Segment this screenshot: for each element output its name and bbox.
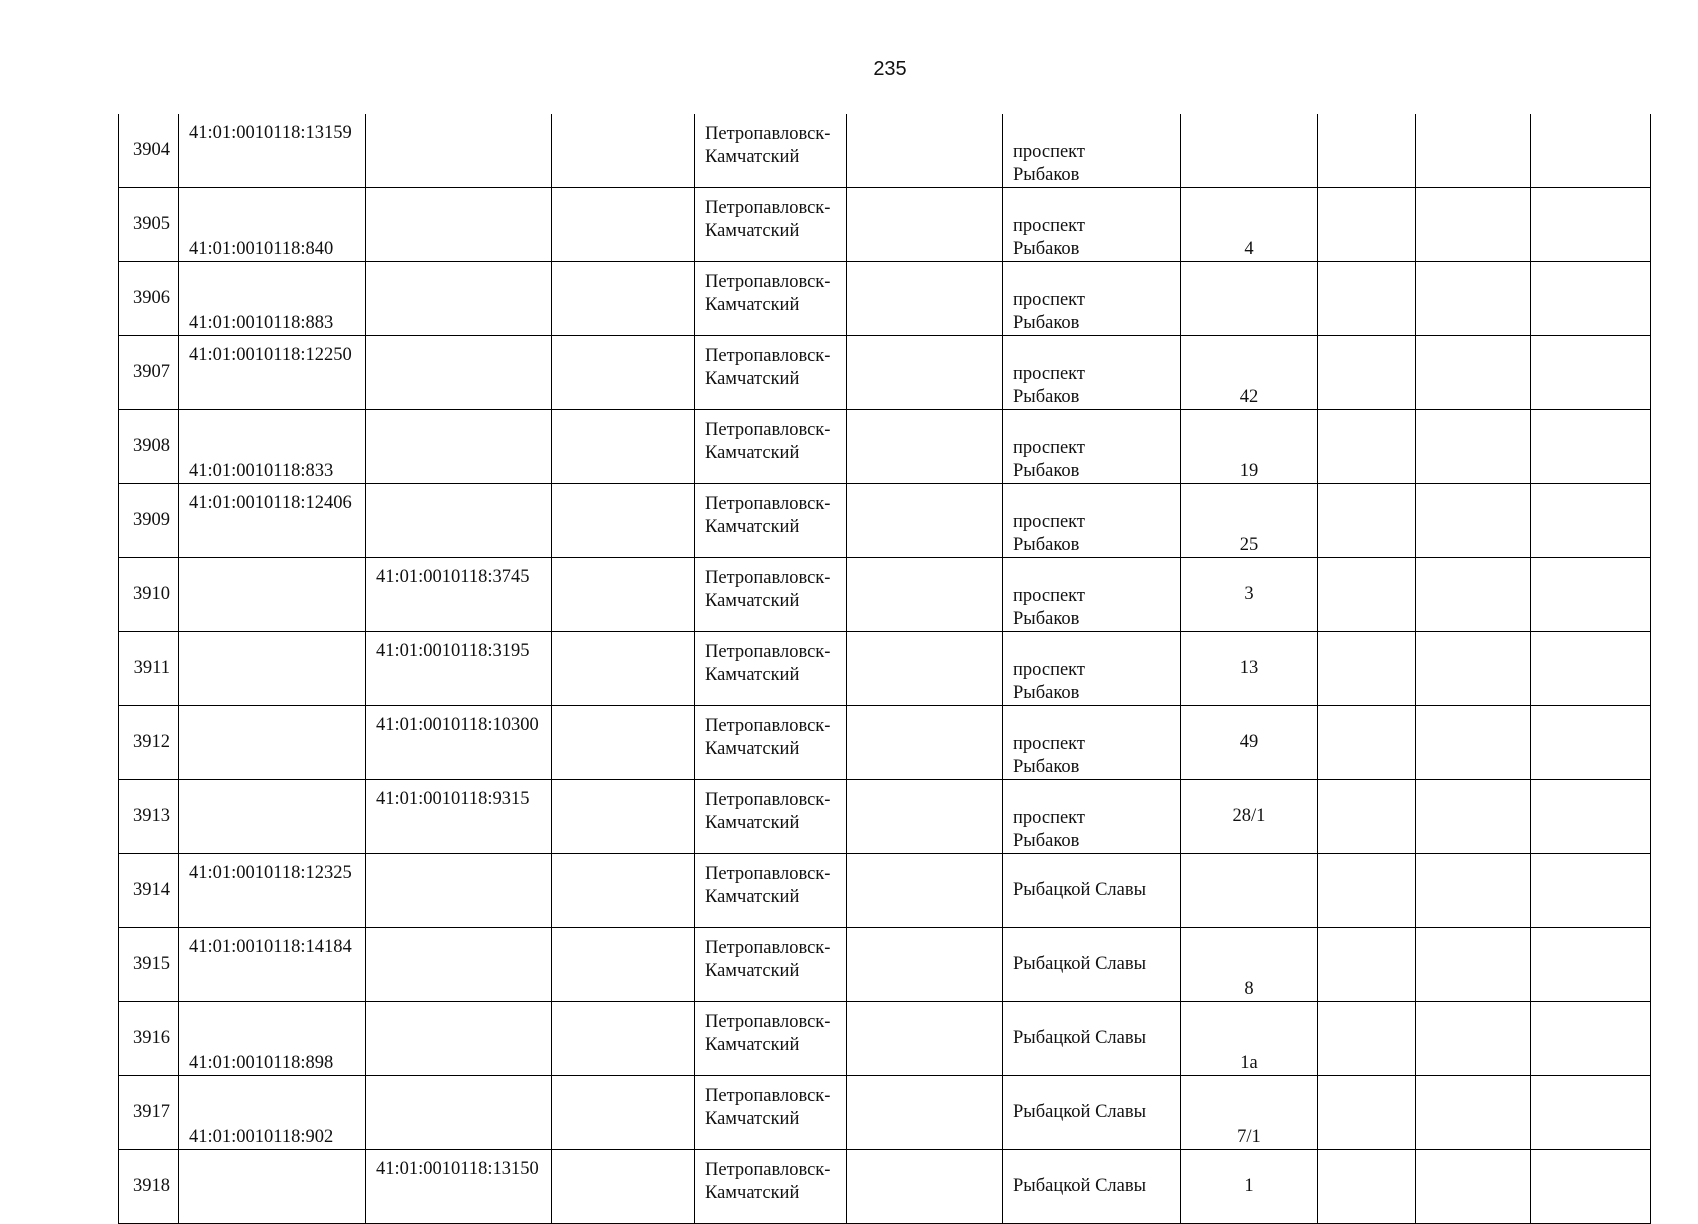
city-cell: [695, 854, 847, 928]
building-cadastral-number-cell: [366, 780, 552, 854]
street-cell: [1003, 410, 1181, 484]
empty-cell: [847, 262, 1003, 336]
street-name-part: Рыбаков: [1013, 831, 1080, 851]
empty-cell: [847, 114, 1003, 188]
street-cell: [1003, 854, 1181, 928]
row-number-cell: [119, 854, 179, 928]
city-name: Петропавловск-Камчатский: [705, 346, 831, 389]
house-number-cell: [1181, 558, 1318, 632]
row-number: 3905: [133, 214, 170, 234]
empty-cell: [847, 854, 1003, 928]
row-number: 3906: [133, 288, 170, 308]
street-name-part: Рыбаков: [1013, 609, 1080, 629]
row-number: 3917: [133, 1102, 170, 1122]
house-number: 1: [1244, 1176, 1254, 1196]
building-cadastral-number-cell: [366, 336, 552, 410]
empty-cell: [1416, 706, 1531, 780]
empty-cell: [1531, 1002, 1651, 1076]
empty-cell: [1531, 706, 1651, 780]
empty-cell: [1416, 632, 1531, 706]
row-number: 3916: [133, 1028, 170, 1048]
house-number-cell: [1181, 114, 1318, 188]
city-cell: [695, 336, 847, 410]
building-cadastral-number: 41:01:0010118:10300: [376, 715, 539, 735]
city-name: Петропавловск-Камчатский: [705, 938, 831, 981]
building-cadastral-number: 41:01:0010118:3195: [376, 641, 530, 661]
building-cadastral-number-cell: [366, 188, 552, 262]
row-number: 3904: [133, 140, 170, 160]
empty-cell: [1318, 410, 1416, 484]
cadastral-number-cell: [179, 928, 366, 1002]
empty-cell: [1531, 1076, 1651, 1150]
street-cell: [1003, 114, 1181, 188]
table-row: [119, 854, 1651, 928]
building-cadastral-number: 41:01:0010118:13150: [376, 1159, 539, 1179]
street-cell: [1003, 262, 1181, 336]
row-number-cell: [119, 410, 179, 484]
street-cell: [1003, 1076, 1181, 1150]
city-cell: [695, 262, 847, 336]
table-row: [119, 410, 1651, 484]
empty-cell: [1318, 780, 1416, 854]
empty-cell: [1318, 558, 1416, 632]
row-number-cell: [119, 632, 179, 706]
cadastral-number-cell: [179, 1002, 366, 1076]
city-cell: [695, 1076, 847, 1150]
empty-cell: [552, 706, 695, 780]
street-name-part: проспект: [1013, 586, 1086, 606]
empty-cell: [552, 632, 695, 706]
building-cadastral-number-cell: [366, 706, 552, 780]
cadastral-number: 41:01:0010118:902: [189, 1127, 334, 1147]
house-number-cell: [1181, 484, 1318, 558]
city-name: Петропавловск-Камчатский: [705, 790, 831, 833]
table-row: [119, 780, 1651, 854]
row-number: 3915: [133, 954, 170, 974]
street-name-part: Рыбаков: [1013, 535, 1080, 555]
building-cadastral-number: 41:01:0010118:9315: [376, 789, 530, 809]
empty-cell: [1318, 262, 1416, 336]
building-cadastral-number-cell: [366, 1002, 552, 1076]
empty-cell: [847, 484, 1003, 558]
row-number-cell: [119, 262, 179, 336]
empty-cell: [1318, 854, 1416, 928]
city-cell: [695, 188, 847, 262]
empty-cell: [847, 1150, 1003, 1224]
building-cadastral-number-cell: [366, 262, 552, 336]
empty-cell: [1318, 188, 1416, 262]
street-cell: [1003, 336, 1181, 410]
house-number-cell: [1181, 262, 1318, 336]
empty-cell: [1416, 1150, 1531, 1224]
house-number: 8: [1244, 979, 1254, 999]
empty-cell: [1531, 854, 1651, 928]
cadastral-number-cell: [179, 484, 366, 558]
cadastral-number-cell: [179, 410, 366, 484]
city-cell: [695, 558, 847, 632]
row-number-cell: [119, 1150, 179, 1224]
row-number-cell: [119, 1002, 179, 1076]
empty-cell: [847, 1002, 1003, 1076]
cadastral-number-cell: [179, 114, 366, 188]
city-cell: [695, 1150, 847, 1224]
empty-cell: [552, 1076, 695, 1150]
row-number: 3910: [133, 584, 170, 604]
cadastral-number: 41:01:0010118:898: [189, 1053, 334, 1073]
cadastral-number: 41:01:0010118:840: [189, 239, 334, 259]
house-number: 1а: [1240, 1053, 1258, 1073]
empty-cell: [1416, 1002, 1531, 1076]
row-number-cell: [119, 928, 179, 1002]
row-number-cell: [119, 484, 179, 558]
cadastral-number-cell: [179, 780, 366, 854]
table-row: [119, 928, 1651, 1002]
city-cell: [695, 632, 847, 706]
city-name: Петропавловск-Камчатский: [705, 124, 831, 167]
building-cadastral-number-cell: [366, 114, 552, 188]
row-number-cell: [119, 558, 179, 632]
row-number-cell: [119, 336, 179, 410]
empty-cell: [1531, 558, 1651, 632]
cadastral-number-cell: [179, 706, 366, 780]
house-number-cell: [1181, 928, 1318, 1002]
empty-cell: [1531, 336, 1651, 410]
empty-cell: [552, 854, 695, 928]
table-row: [119, 114, 1651, 188]
street-cell: [1003, 484, 1181, 558]
street-cell: [1003, 928, 1181, 1002]
row-number: 3911: [133, 658, 170, 678]
city-cell: [695, 484, 847, 558]
street-name-part: проспект: [1013, 142, 1086, 162]
building-cadastral-number-cell: [366, 928, 552, 1002]
city-cell: [695, 780, 847, 854]
empty-cell: [847, 632, 1003, 706]
city-name: Петропавловск-Камчатский: [705, 642, 831, 685]
house-number-cell: [1181, 780, 1318, 854]
empty-cell: [1318, 336, 1416, 410]
empty-cell: [1531, 780, 1651, 854]
street-cell: [1003, 188, 1181, 262]
table-row: [119, 706, 1651, 780]
house-number: 7/1: [1237, 1127, 1261, 1147]
empty-cell: [847, 410, 1003, 484]
empty-cell: [847, 336, 1003, 410]
street-name-part: проспект: [1013, 290, 1086, 310]
row-number: 3918: [133, 1176, 170, 1196]
city-cell: [695, 928, 847, 1002]
empty-cell: [552, 188, 695, 262]
empty-cell: [1531, 410, 1651, 484]
empty-cell: [552, 1002, 695, 1076]
house-number-cell: [1181, 188, 1318, 262]
building-cadastral-number-cell: [366, 410, 552, 484]
cadastral-number-cell: [179, 558, 366, 632]
cadastral-number-cell: [179, 188, 366, 262]
house-number: 25: [1239, 535, 1259, 555]
table-row: [119, 336, 1651, 410]
row-number-cell: [119, 114, 179, 188]
city-name: Петропавловск-Камчатский: [705, 272, 831, 315]
building-cadastral-number-cell: [366, 1076, 552, 1150]
house-number-cell: [1181, 854, 1318, 928]
street-cell: [1003, 558, 1181, 632]
cadastral-number: 41:01:0010118:13159: [189, 123, 352, 143]
house-number: 42: [1239, 387, 1259, 407]
street-cell: [1003, 1002, 1181, 1076]
building-cadastral-number-cell: [366, 1150, 552, 1224]
city-cell: [695, 1002, 847, 1076]
empty-cell: [1416, 854, 1531, 928]
city-cell: [695, 706, 847, 780]
street-name-part: проспект: [1013, 660, 1086, 680]
empty-cell: [847, 780, 1003, 854]
empty-cell: [552, 410, 695, 484]
empty-cell: [552, 114, 695, 188]
page-number: 235: [873, 58, 907, 80]
street-name-part: Рыбаков: [1013, 165, 1080, 185]
empty-cell: [1318, 928, 1416, 1002]
cadastral-number: 41:01:0010118:12406: [189, 493, 352, 513]
empty-cell: [847, 928, 1003, 1002]
city-name: Петропавловск-Камчатский: [705, 1086, 831, 1129]
empty-cell: [1531, 188, 1651, 262]
street-name-part: Рыбаков: [1013, 239, 1080, 259]
table-row: [119, 262, 1651, 336]
empty-cell: [1318, 1150, 1416, 1224]
table-row: [119, 1076, 1651, 1150]
street-name-part: Рыбаков: [1013, 683, 1080, 703]
empty-cell: [552, 1150, 695, 1224]
building-cadastral-number: 41:01:0010118:3745: [376, 567, 530, 587]
table-row: [119, 558, 1651, 632]
cadastral-number-cell: [179, 854, 366, 928]
street-name: Рыбацкой Славы: [1013, 1028, 1147, 1048]
city-name: Петропавловск-Камчатский: [705, 716, 831, 759]
empty-cell: [1531, 262, 1651, 336]
house-number-cell: [1181, 1150, 1318, 1224]
empty-cell: [1318, 1002, 1416, 1076]
empty-cell: [1531, 114, 1651, 188]
empty-cell: [1318, 706, 1416, 780]
row-number: 3907: [133, 362, 170, 382]
empty-cell: [1416, 928, 1531, 1002]
empty-cell: [1318, 1076, 1416, 1150]
empty-cell: [552, 336, 695, 410]
empty-cell: [1318, 632, 1416, 706]
empty-cell: [1416, 780, 1531, 854]
empty-cell: [552, 262, 695, 336]
house-number-cell: [1181, 706, 1318, 780]
row-number: 3914: [133, 880, 170, 900]
table-row: [119, 1002, 1651, 1076]
city-name: Петропавловск-Камчатский: [705, 198, 831, 241]
city-cell: [695, 114, 847, 188]
cadastral-number: 41:01:0010118:12250: [189, 345, 352, 365]
house-number: 49: [1239, 732, 1259, 752]
street-cell: [1003, 1150, 1181, 1224]
building-cadastral-number-cell: [366, 558, 552, 632]
cadastral-number-cell: [179, 632, 366, 706]
street-name-part: Рыбаков: [1013, 387, 1080, 407]
empty-cell: [1318, 484, 1416, 558]
empty-cell: [1531, 484, 1651, 558]
empty-cell: [1416, 188, 1531, 262]
table-row: [119, 188, 1651, 262]
house-number-cell: [1181, 1076, 1318, 1150]
house-number: 3: [1244, 584, 1254, 604]
empty-cell: [1531, 1150, 1651, 1224]
street-name-part: Рыбаков: [1013, 313, 1080, 333]
building-cadastral-number-cell: [366, 484, 552, 558]
cadastral-number: 41:01:0010118:12325: [189, 863, 352, 883]
street-name-part: проспект: [1013, 216, 1086, 236]
empty-cell: [1416, 336, 1531, 410]
row-number: 3913: [133, 806, 170, 826]
street-name-part: проспект: [1013, 364, 1086, 384]
street-name-part: проспект: [1013, 438, 1086, 458]
city-cell: [695, 410, 847, 484]
street-name: Рыбацкой Славы: [1013, 1102, 1147, 1122]
empty-cell: [1416, 558, 1531, 632]
street-name-part: Рыбаков: [1013, 461, 1080, 481]
empty-cell: [552, 558, 695, 632]
empty-cell: [1318, 114, 1416, 188]
row-number: 3908: [133, 436, 170, 456]
city-name: Петропавловск-Камчатский: [705, 1160, 831, 1203]
cadastral-number: 41:01:0010118:833: [189, 461, 334, 481]
house-number: 19: [1239, 461, 1259, 481]
empty-cell: [847, 706, 1003, 780]
building-cadastral-number-cell: [366, 854, 552, 928]
empty-cell: [1416, 484, 1531, 558]
cadastral-number-cell: [179, 1150, 366, 1224]
house-number: 28/1: [1232, 806, 1266, 826]
row-number-cell: [119, 780, 179, 854]
street-name-part: Рыбаков: [1013, 757, 1080, 777]
row-number-cell: [119, 1076, 179, 1150]
empty-cell: [1416, 262, 1531, 336]
house-number: 4: [1244, 239, 1254, 259]
empty-cell: [552, 484, 695, 558]
table-body: [119, 114, 1651, 1224]
table-row: [119, 1150, 1651, 1224]
empty-cell: [552, 780, 695, 854]
street-cell: [1003, 706, 1181, 780]
cadastral-number: 41:01:0010118:14184: [189, 937, 352, 957]
empty-cell: [552, 928, 695, 1002]
empty-cell: [1416, 1076, 1531, 1150]
house-number-cell: [1181, 410, 1318, 484]
empty-cell: [1531, 632, 1651, 706]
row-number-cell: [119, 188, 179, 262]
empty-cell: [1416, 410, 1531, 484]
empty-cell: [847, 188, 1003, 262]
house-number-cell: [1181, 632, 1318, 706]
street-cell: [1003, 780, 1181, 854]
city-name: Петропавловск-Камчатский: [705, 1012, 831, 1055]
table-row: [119, 484, 1651, 558]
house-number-cell: [1181, 336, 1318, 410]
house-number-cell: [1181, 1002, 1318, 1076]
cadastral-number-cell: [179, 262, 366, 336]
street-cell: [1003, 632, 1181, 706]
city-name: Петропавловск-Камчатский: [705, 494, 831, 537]
street-name: Рыбацкой Славы: [1013, 1176, 1147, 1196]
empty-cell: [847, 558, 1003, 632]
street-name: Рыбацкой Славы: [1013, 880, 1147, 900]
empty-cell: [1416, 114, 1531, 188]
city-name: Петропавловск-Камчатский: [705, 568, 831, 611]
address-register-table: [118, 114, 1651, 1224]
cadastral-number-cell: [179, 336, 366, 410]
street-name-part: проспект: [1013, 512, 1086, 532]
city-name: Петропавловск-Камчатский: [705, 864, 831, 907]
row-number-cell: [119, 706, 179, 780]
house-number: 13: [1239, 658, 1259, 678]
street-name-part: проспект: [1013, 808, 1086, 828]
building-cadastral-number-cell: [366, 632, 552, 706]
cadastral-number: 41:01:0010118:883: [189, 313, 334, 333]
city-name: Петропавловск-Камчатский: [705, 420, 831, 463]
empty-cell: [1531, 928, 1651, 1002]
table-row: [119, 632, 1651, 706]
street-name-part: проспект: [1013, 734, 1086, 754]
cadastral-number-cell: [179, 1076, 366, 1150]
street-name: Рыбацкой Славы: [1013, 954, 1147, 974]
row-number: 3912: [133, 732, 170, 752]
empty-cell: [847, 1076, 1003, 1150]
row-number: 3909: [133, 510, 170, 530]
